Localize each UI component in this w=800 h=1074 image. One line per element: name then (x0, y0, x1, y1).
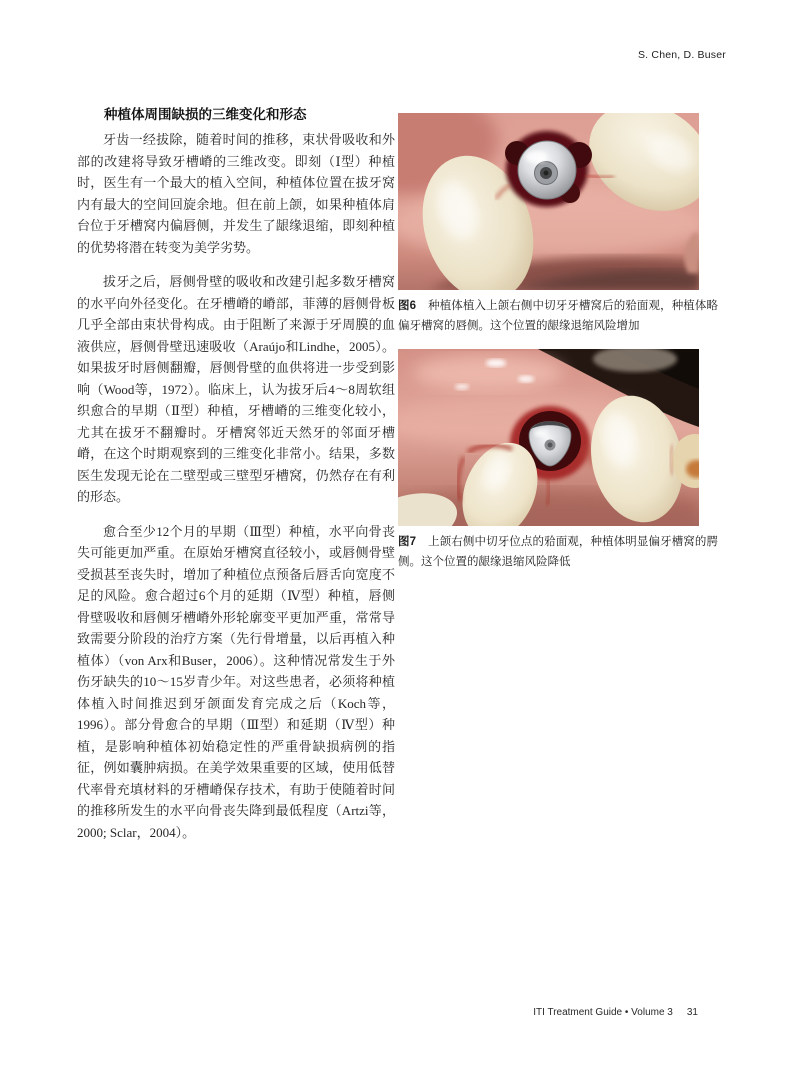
body-paragraph-1: 牙齿一经拔除，随着时间的推移，束状骨吸收和外部的改建将导致牙槽嵴的三维改变。即刻（Ⅰ型）种植时，医生有一个最大的植入空间，种植体位置在拔牙窝内有最大的空间回旋余地。但在前上颌，如果种植体肩台位于牙槽窝内偏唇侧，并发生了龈缘退缩，即刻种植的优势将潜在转变为美学劣势。 (77, 132, 395, 255)
figure-7-caption-text: 上颌右侧中切牙位点的𬌗面观，种植体明显偏牙槽窝的腭侧。这个位置的龈缘退缩风险降低 (398, 536, 718, 568)
clinical-photo-occlusal-labial (398, 113, 699, 290)
body-paragraph-2: 拔牙之后，唇侧骨壁的吸收和改建引起多数牙槽窝的水平向外径变化。在牙槽嵴的嵴部，菲薄的唇侧骨板几乎全部由束状骨构成。由于阻断了来源于牙周膜的血液供应，唇侧骨壁迅速吸收（Araújo和Lindhe，2005）。如果拔牙时唇侧翻瓣，唇侧骨壁的血供将进一步受到影响（Wood等，1972）。临床上，认为拔牙后4～8周软组织愈合的早期（Ⅱ型）种植，牙槽嵴的三维变化较小，尤其在拔牙不翻瓣时。牙槽窝邻近天然牙的邻面牙槽嵴，在这个时期观察到的三维变化非常小。结果，多数医生发现无论在二壁型或三壁型牙槽窝，仍然存在有利的形态。 (77, 274, 395, 504)
page-number: 31 (686, 1007, 698, 1018)
figure-7-caption (398, 532, 718, 572)
figure-6-caption (398, 296, 718, 336)
figure-column (398, 113, 719, 585)
figure-7 (398, 349, 719, 572)
text-column (77, 104, 395, 856)
running-head-author: S. Chen, D. Buser (637, 49, 726, 61)
page-footer (533, 1007, 698, 1018)
body-paragraph-3: 愈合至少12个月的早期（Ⅲ型）种植，水平向骨丧失可能更加严重。在原始牙槽窝直径较小，或唇侧骨壁受损甚至丧失时，增加了种植位点预备后唇舌向宽度不足的风险。愈合超过6个月的延期（Ⅳ型）种植，唇侧骨壁吸收和唇侧牙槽嵴外形轮廓变平更加严重，常常导致需要分阶段的治疗方案（先行骨增量，以后再植入种植体）（von Arx和Buser，2006）。这种情况常发生于外伤牙缺失的10～15岁青少年。对这些患者，必须将种植体植入时间推迟到牙颌面发育完成之后（Koch等，1996）。部分骨愈合的早期（Ⅲ型）和延期（Ⅳ型）种植，是影响种植体初始稳定性的严重骨缺损病例的指征，例如囊肿病损。在美学效果重要的区域，使用低替代率骨充填材料的牙槽嵴保存技术，有助于使随着时间的推移所发生的水平向骨丧失降到最低程度（Artzi等，2000; Sclar，2004）。 (77, 523, 395, 840)
figure-7-label: 图7 (398, 536, 416, 548)
figure-6 (398, 113, 719, 336)
clinical-photo-occlusal-palatal (398, 349, 699, 526)
figure-6-photo (398, 113, 699, 290)
section-title: 种植体周围缺损的三维变化和形态 (104, 107, 307, 122)
footer-book-title: ITI Treatment Guide • Volume 3 (533, 1007, 673, 1018)
figure-6-caption-text: 种植体植入上颌右侧中切牙牙槽窝后的𬌗面观，种植体略偏牙槽窝的唇侧。这个位置的龈缘退缩风险增加 (398, 300, 718, 332)
figure-6-label: 图6 (398, 300, 416, 312)
figure-7-photo (398, 349, 699, 526)
